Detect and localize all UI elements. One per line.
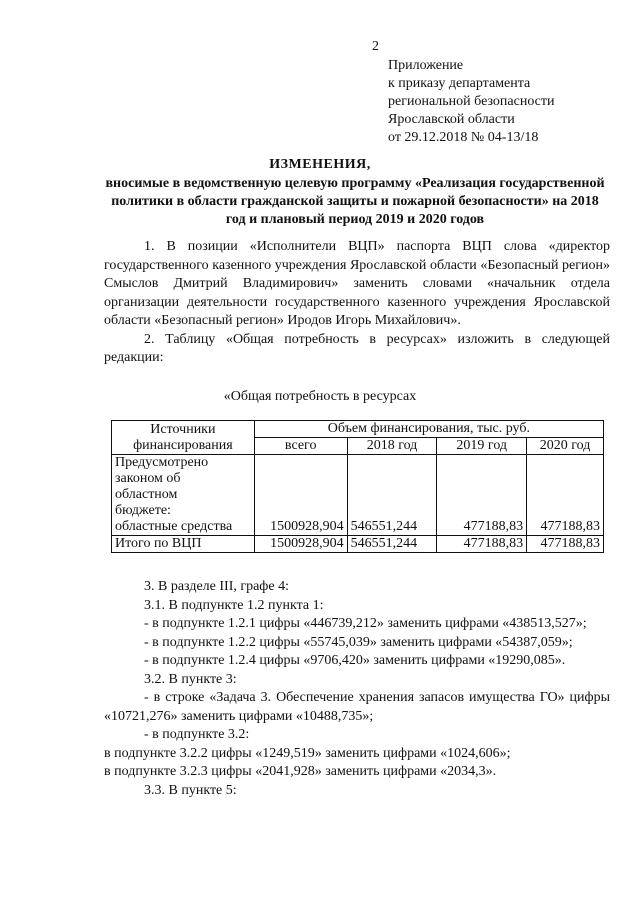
row-label-sub: областные средства xyxy=(115,519,233,534)
cell-total: 1500928,904 xyxy=(254,536,347,553)
list-item: в подпункте 3.2.3 цифры «2041,928» заменить цифрами «2034,3». xyxy=(104,764,497,779)
appendix-block xyxy=(388,57,555,147)
list-item: - в строке «Задача 3. Обеспечение хранения запасов имущества ГО» цифры «10721,276» заменить цифрами «10488,735»; xyxy=(104,690,610,724)
cell-2020: 477188,83 xyxy=(527,455,604,536)
page-number: 2 xyxy=(372,39,379,54)
list-item: - в подпункте 1.2.2 цифры «55745,039» заменить цифрами «54387,059»; xyxy=(144,634,573,650)
list-item: - в подпункте 1.2.4 цифры «9706,420» заменить цифрами «19290,085». xyxy=(144,653,566,668)
header-source: Источники финансирования xyxy=(112,421,255,455)
paragraph-1: 1. В позиции «Исполнители ВЦП» паспорта ВЦП слова «директор государственного казенного учреждения Ярославской области «Безопасный регион» Смыслов Дмитрий Владимирович» заменить словами «начальник отдела организации деятельности государственного казенного учреждения Ярославской области «Безопасный регион» Иродов Игорь Михайлович». xyxy=(104,239,610,328)
list-item: - в подпункте 3.2: xyxy=(144,727,250,742)
row-label-main: Предусмотрено законом об областном бюджете: xyxy=(115,455,209,518)
table-row xyxy=(112,536,604,553)
table-header-row xyxy=(112,421,604,438)
table-caption: «Общая потребность в ресурсах xyxy=(223,389,417,404)
list-item: 3.1. В подпункте 1.2 пункта 1: xyxy=(144,597,324,613)
list-item: в подпункте 3.2.2 цифры «1249,519» заменить цифрами «1024,606»; xyxy=(104,745,511,761)
list-item: 3. В разделе III, графе 4: xyxy=(144,579,289,594)
changes-list xyxy=(104,578,610,800)
list-item: 3.3. В пункте 5: xyxy=(144,782,237,798)
document-title: ИЗМЕНЕНИЯ, xyxy=(269,157,371,172)
appendix-line: региональной безопасности xyxy=(388,94,555,109)
list-item: - в подпункте 1.2.1 цифры «446739,212» заменить цифрами «438513,527»; xyxy=(144,616,587,631)
list-item: 3.2. В пункте 3: xyxy=(144,671,237,687)
cell-2018: 546551,244 xyxy=(347,455,437,536)
document-subtitle: вносимые в ведомственную целевую программу «Реализация государственной политики в области гражданской защиты и пожарной безопасности» на 2018 год и плановый период 2019 и 2020 годов xyxy=(105,176,605,227)
resources-table xyxy=(111,420,604,553)
subheader-total: всего xyxy=(254,438,347,455)
table-row xyxy=(112,455,604,536)
subheader-2020: 2020 год xyxy=(527,438,604,455)
body-text xyxy=(104,238,610,368)
cell-2019: 477188,83 xyxy=(437,536,527,553)
row-label: Итого по ВЦП xyxy=(112,536,255,553)
appendix-line: от 29.12.2018 № 04-13/18 xyxy=(388,130,539,145)
paragraph-2: 2. Таблицу «Общая потребность в ресурсах» изложить в следующей редакции: xyxy=(104,331,610,365)
header-volume: Объем финансирования, тыс. руб. xyxy=(254,421,603,438)
cell-2020: 477188,83 xyxy=(527,536,604,553)
cell-2018: 546551,244 xyxy=(347,536,437,553)
row-label xyxy=(112,455,255,536)
appendix-line: к приказу департамента xyxy=(388,76,531,91)
appendix-line: Ярославской области xyxy=(388,112,515,127)
subheader-2018: 2018 год xyxy=(347,438,437,455)
subheader-2019: 2019 год xyxy=(437,438,527,455)
cell-2019: 477188,83 xyxy=(437,455,527,536)
cell-total: 1500928,904 xyxy=(254,455,347,536)
appendix-line: Приложение xyxy=(388,58,464,73)
